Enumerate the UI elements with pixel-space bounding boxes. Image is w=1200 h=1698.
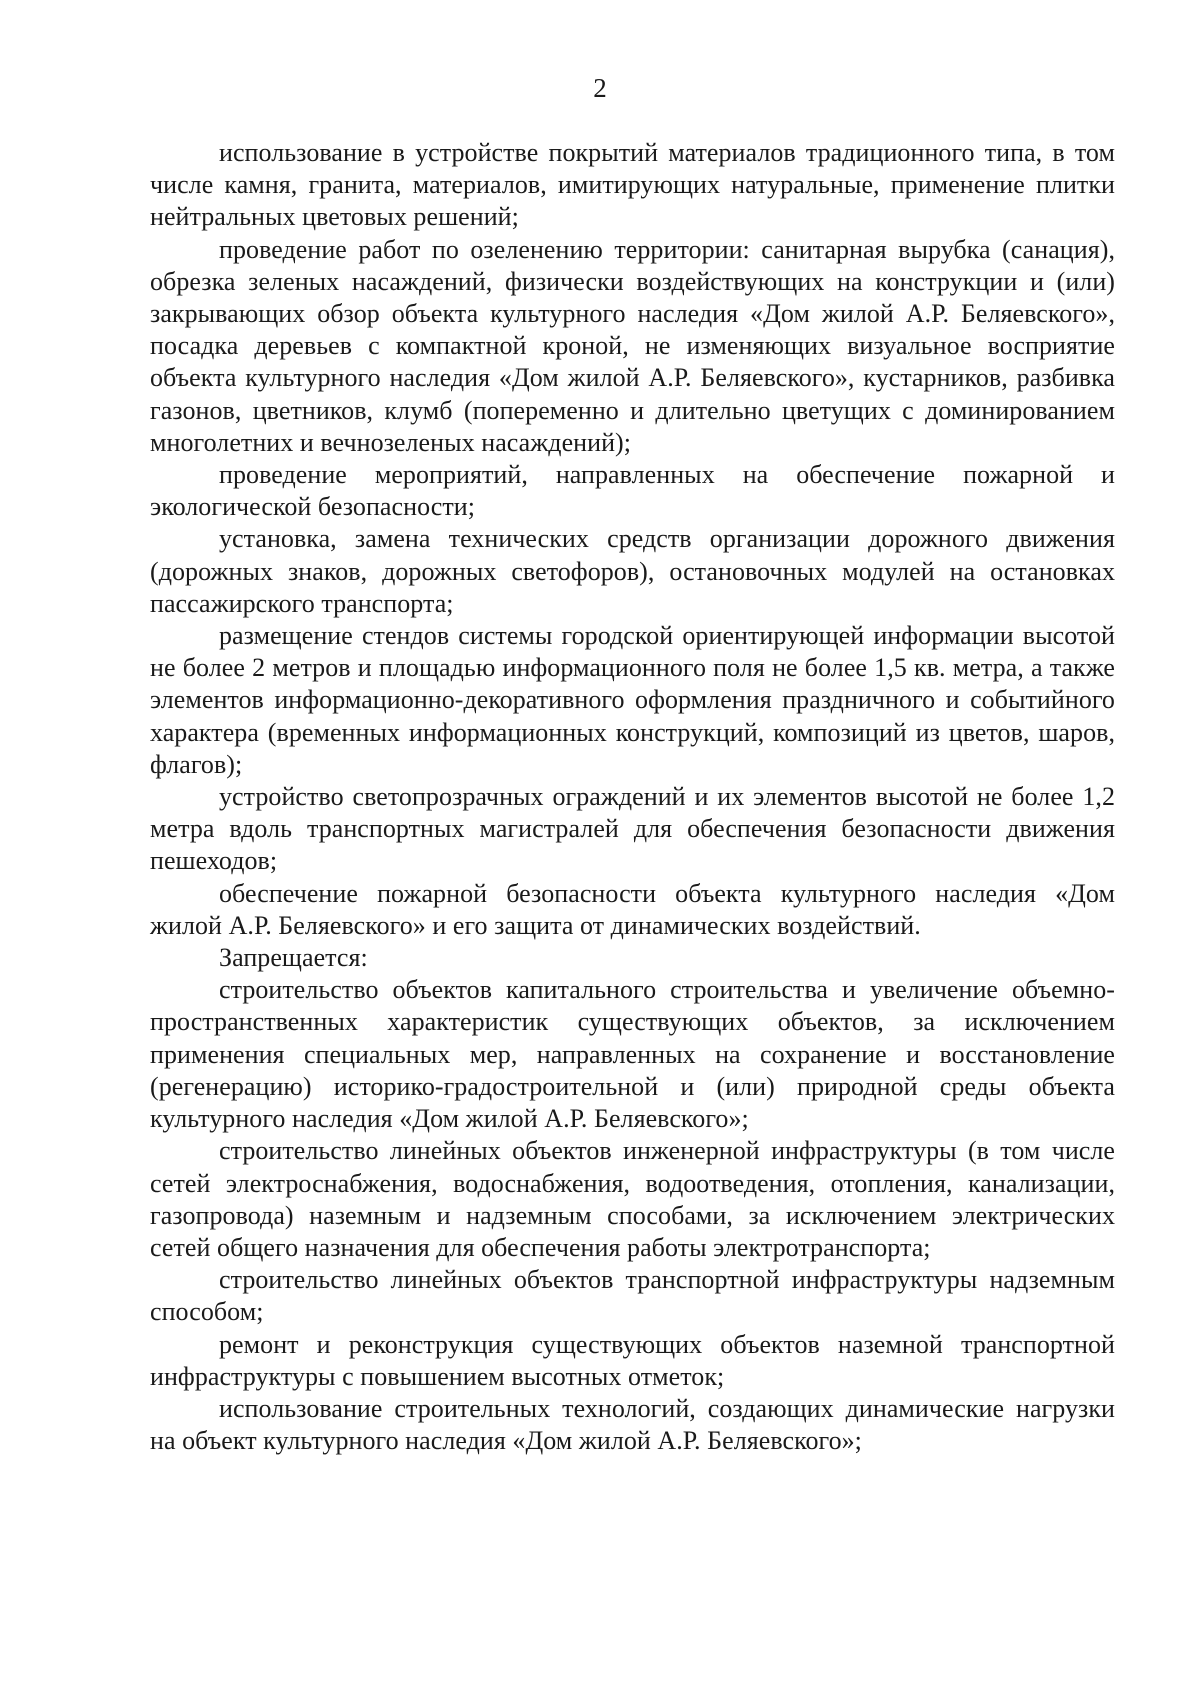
page-number: 2 — [593, 73, 607, 103]
paragraph-fire-safety: обеспечение пожарной безопасности объекта культурного наследия «Дом жилой А.Р. Беляевского» и его защита от динамических воздействий. — [150, 878, 1115, 940]
paragraph-engineering-infrastructure: строительство линейных объектов инженерной инфраструктуры (в том числе сетей электроснабжения, водоснабжения, водоотведения, отопления, канализации, газопровода) наземным и надземным способами, за исключением электрических сетей общего назначения для обеспечения работы электротранспорта; — [150, 1136, 1115, 1262]
paragraph-paving-materials: использование в устройстве покрытий материалов традиционного типа, в том числе камня, гранита, материалов, имитирующих натуральные, применение плитки нейтральных цветовых решений; — [150, 138, 1115, 232]
paragraph-repair-reconstruction: ремонт и реконструкция существующих объектов наземной транспортной инфраструктуры с повышением высотных отметок; — [150, 1329, 1115, 1391]
paragraph-traffic-equipment: установка, замена технических средств организации дорожного движения (дорожных знаков, дорожных светофоров), остановочных модулей на остановках пассажирского транспорта; — [150, 524, 1115, 618]
paragraph-information-stands: размещение стендов системы городской ориентирующей информации высотой не более 2 метров и площадью информационного поля не более 1,5 кв. метра, а также элементов информационно-декоративного оформления праздничного и событийного характера (временных информационных конструкций, композиций из цветов, шаров, флагов); — [150, 621, 1115, 779]
paragraph-transport-infrastructure: строительство линейных объектов транспортной инфраструктуры надземным способом; — [150, 1265, 1115, 1327]
paragraph-dynamic-loads: использование строительных технологий, создающих динамические нагрузки на объект культурного наследия «Дом жилой А.Р. Беляевского»; — [150, 1393, 1115, 1456]
paragraph-transparent-fences: устройство светопрозрачных ограждений и их элементов высотой не более 1,2 метра вдоль транспортных магистралей для обеспечения безопасности движения пешеходов; — [150, 782, 1115, 876]
document-body — [150, 137, 1115, 1457]
paragraph-landscaping: проведение работ по озеленению территории: санитарная вырубка (санация), обрезка зеленых насаждений, физически воздействующих на конструкции и (или) закрывающих обзор объекта культурного наследия «Дом жилой А.Р. Беляевского», посадка деревьев с компактной кроной, не изменяющих визуальное восприятие объекта культурного наследия «Дом жилой А.Р. Беляевского», кустарников, разбивка газонов, цветников, клумб (попеременно и длительно цветущих с доминированием многолетних и вечнозеленых насаждений); — [150, 234, 1115, 457]
prohibited-heading: Запрещается: — [219, 943, 368, 973]
paragraph-fire-ecology-measures: проведение мероприятий, направленных на обеспечение пожарной и экологической безопасности; — [150, 460, 1115, 522]
paragraph-capital-construction: строительство объектов капитального строительства и увеличение объемно-пространственных характеристик существующих объектов, за исключением применения специальных мер, направленных на сохранение и восстановление (регенерацию) историко-градостроительной и (или) природной среды объекта культурного наследия «Дом жилой А.Р. Беляевского»; — [150, 975, 1115, 1134]
